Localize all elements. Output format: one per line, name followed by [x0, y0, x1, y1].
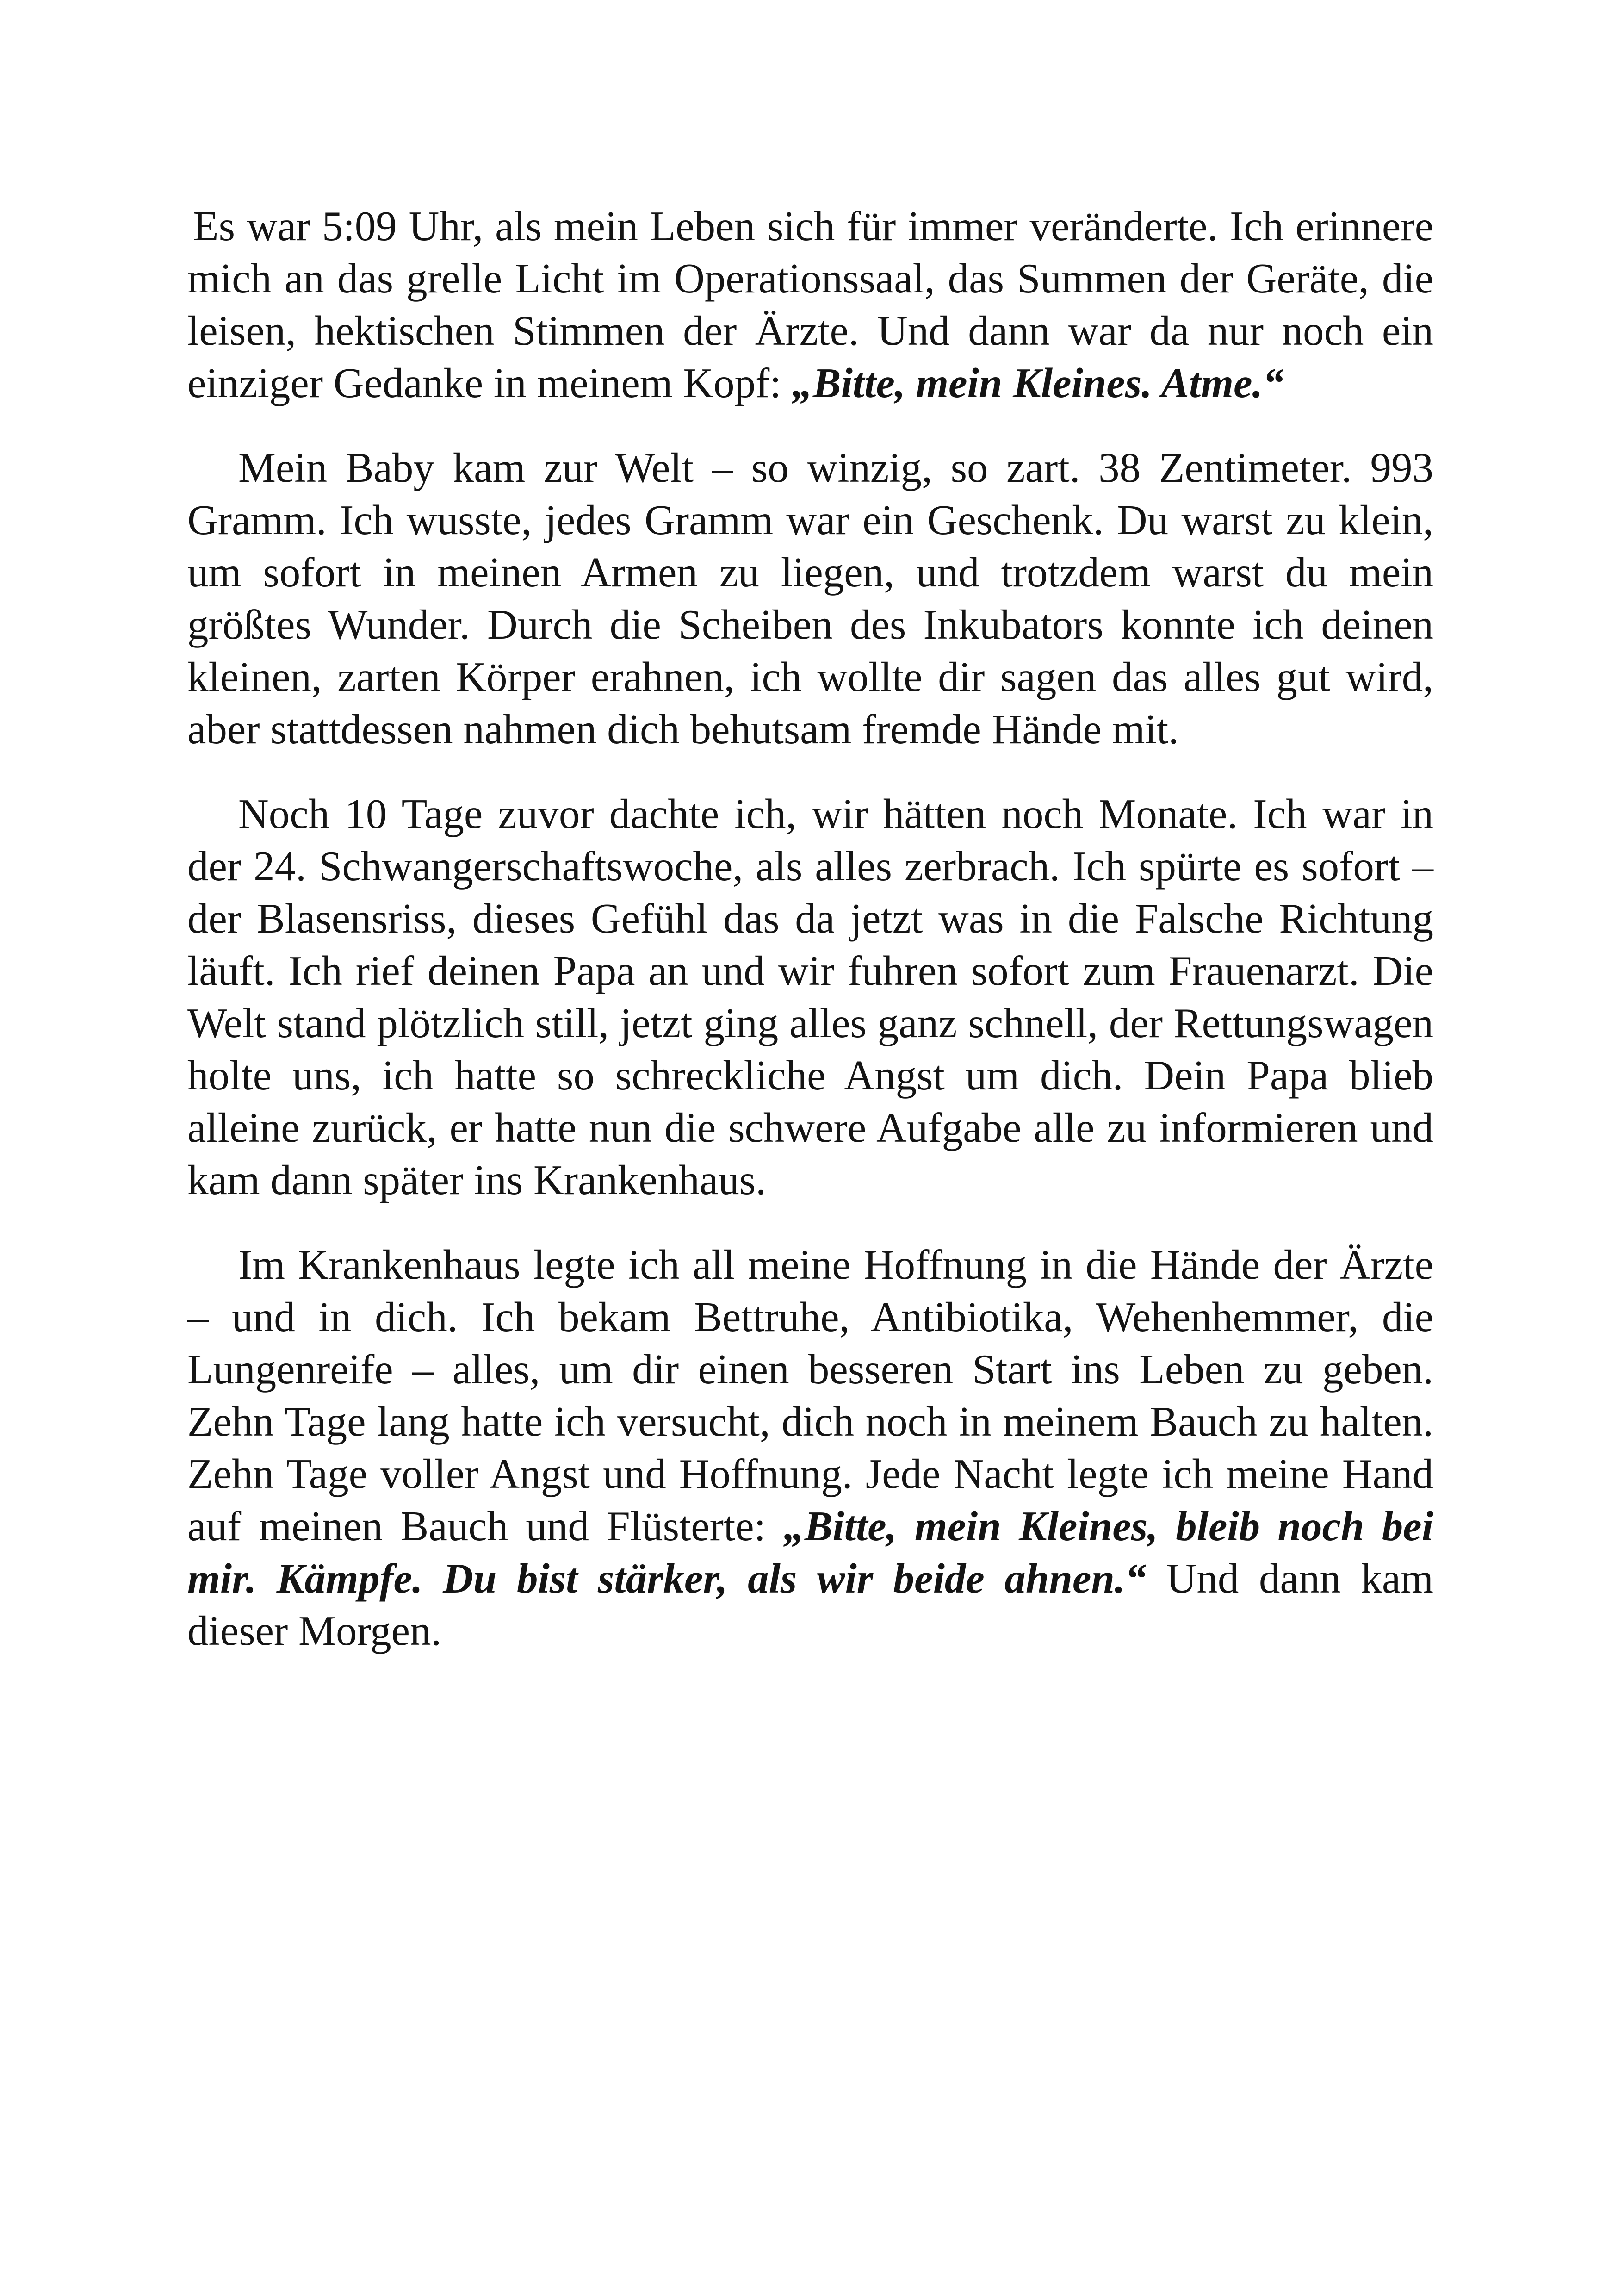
paragraph-1-quote: „Bitte, mein Kleines. Atme.“ [792, 360, 1284, 406]
paragraph-4-text: Im Krankenhaus legte ich all meine Hoffnung in die Hände der Ärzte – und in dich. Ich bekam Bettruhe, Antibiotika, Wehenhemmer, die Lungenreife – alles, um dir einen besseren Start ins Leben zu geben. Zehn Tage lang hatte ich versucht, dich noch in meinem Bauch zu halten. Zehn Tage voller Angst und Hoffnung. Jede Nacht legte ich meine Hand auf meinen Bauch und Flüsterte: [187, 1241, 1433, 1549]
paragraph-2-text: Mein Baby kam zur Welt – so winzig, so zart. 38 Zentimeter. 993 Gramm. Ich wusste, jedes Gramm war ein Geschenk. Du warst zu klein, um sofort in meinen Armen zu liegen, und trotzdem warst du mein größtes Wunder. Durch die Scheiben des Inkubators konnte ich deinen kleinen, zarten Körper erahnen, ich wollte dir sagen das alles gut wird, aber stattdessen nahmen dich behutsam fremde Hände mit. [187, 444, 1433, 753]
document-body [187, 200, 1433, 1689]
paragraph-3 [187, 788, 1433, 1206]
paragraph-4 [187, 1238, 1433, 1657]
paragraph-1 [187, 200, 1433, 409]
paragraph-4-ending: Und dann kam dieser Morgen. [187, 1555, 1434, 1654]
paragraph-1-text: Es war 5:09 Uhr, als mein Leben sich für immer veränderte. Ich erinnere mich an das grelle Licht im Operationssaal, das Summen der Geräte, die leisen, hektischen Stimmen der Ärzte. Und dann war da nur noch ein einziger Gedanke in meinem Kopf: [187, 203, 1433, 406]
paragraph-4-quote: „Bitte, mein Kleines, bleib noch bei mir. Kämpfe. Du bist stärker, als wir beide ahnen.“ [187, 1503, 1433, 1602]
paragraph-3-text: Noch 10 Tage zuvor dachte ich, wir hätten noch Monate. Ich war in der 24. Schwangerschaftswoche, als alles zerbrach. Ich spürte es sofort – der Blasensriss, dieses Gefühl das da jetzt was in die Falsche Richtung läuft. Ich rief deinen Papa an und wir fuhren sofort zum Frauenarzt. Die Welt stand plötzlich still, jetzt ging alles ganz schnell, der Rettungswagen holte uns, ich hatte so schreckliche Angst um dich. Dein Papa blieb alleine zurück, er hatte nun die schwere Aufgabe alle zu informieren und kam dann später ins Krankenhaus. [187, 790, 1433, 1203]
paragraph-2 [187, 442, 1433, 755]
